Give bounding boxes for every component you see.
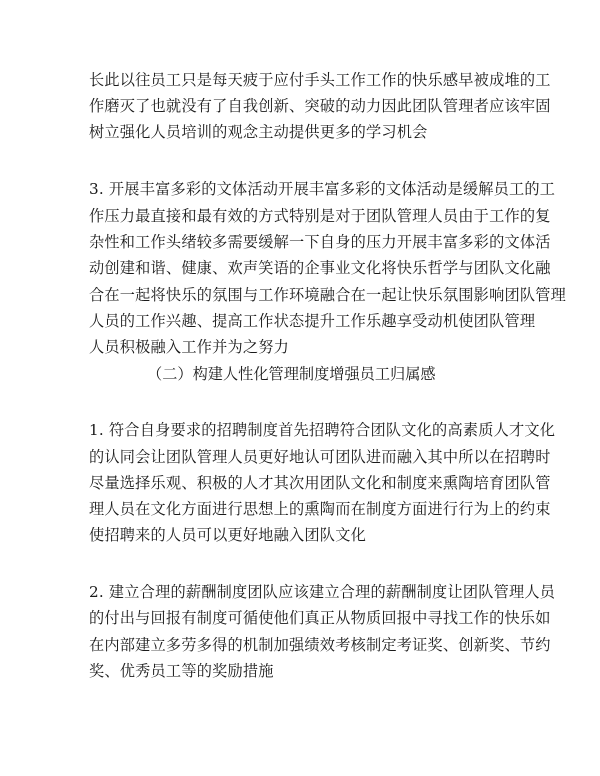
paragraph-4-line-2: 的付出与回报有制度可循使他们真正从物质回报中寻找工作的快乐如 xyxy=(89,609,551,627)
paragraph-2-line-5: 合在一起将快乐的氛围与工作环境融合在一起让快乐氛围影响团队管理 xyxy=(89,286,567,304)
paragraph-3-line-3: 尽量选择乐观、积极的人才其次用团队文化和制度来熏陶培育团队管 xyxy=(89,474,551,492)
paragraph-3-line-5: 使招聘来的人员可以更好地融入团队文化 xyxy=(89,526,366,544)
paragraph-3-line-2: 的认同会让团队管理人员更好地认可团队进而融入其中所以在招聘时 xyxy=(89,448,551,466)
paragraph-1-line-2: 作磨灭了也就没有了自我创新、突破的动力因此团队管理者应该牢固 xyxy=(89,97,551,115)
paragraph-4-line-3: 在内部建立多劳多得的机制加强绩效考核制定考证奖、创新奖、节约 xyxy=(89,636,551,654)
paragraph-2-line-4: 动创建和谐、健康、欢声笑语的企事业文化将快乐哲学与团队文化融 xyxy=(89,259,551,277)
paragraph-2-line-7: 人员积极融入工作并为之努力 xyxy=(89,338,290,356)
paragraph-3-line-1: 1. 符合自身要求的招聘制度首先招聘符合团队文化的高素质人才文化 xyxy=(89,421,556,439)
paragraph-2-line-6: 人员的工作兴趣、提高工作状态提升工作乐趣享受动机使团队管理 xyxy=(89,312,536,330)
paragraph-3-line-4: 理人员在文化方面进行思想上的熏陶而在制度方面进行行为上的约束 xyxy=(89,500,551,518)
paragraph-2-line-2: 作压力最直接和最有效的方式特别是对于团队管理人员由于工作的复 xyxy=(89,207,551,225)
paragraph-1-line-1: 长此以往员工只是每天疲于应付手头工作工作的快乐感早被成堆的工 xyxy=(89,71,551,89)
paragraph-2-line-1: 3. 开展丰富多彩的文体活动开展丰富多彩的文体活动是缓解员工的工 xyxy=(89,180,556,198)
section-heading: （二）构建人性化管理制度增强员工归属感 xyxy=(147,365,436,383)
paragraph-1-line-3: 树立强化人员培训的观念主动提供更多的学习机会 xyxy=(89,123,428,141)
paragraph-2-line-3: 杂性和工作头绪较多需要缓解一下自身的压力开展丰富多彩的文体活 xyxy=(89,233,551,251)
paragraph-4-line-1: 2. 建立合理的薪酬制度团队应该建立合理的薪酬制度让团队管理人员 xyxy=(89,583,556,601)
paragraph-4-line-4: 奖、优秀员工等的奖励措施 xyxy=(89,662,274,680)
